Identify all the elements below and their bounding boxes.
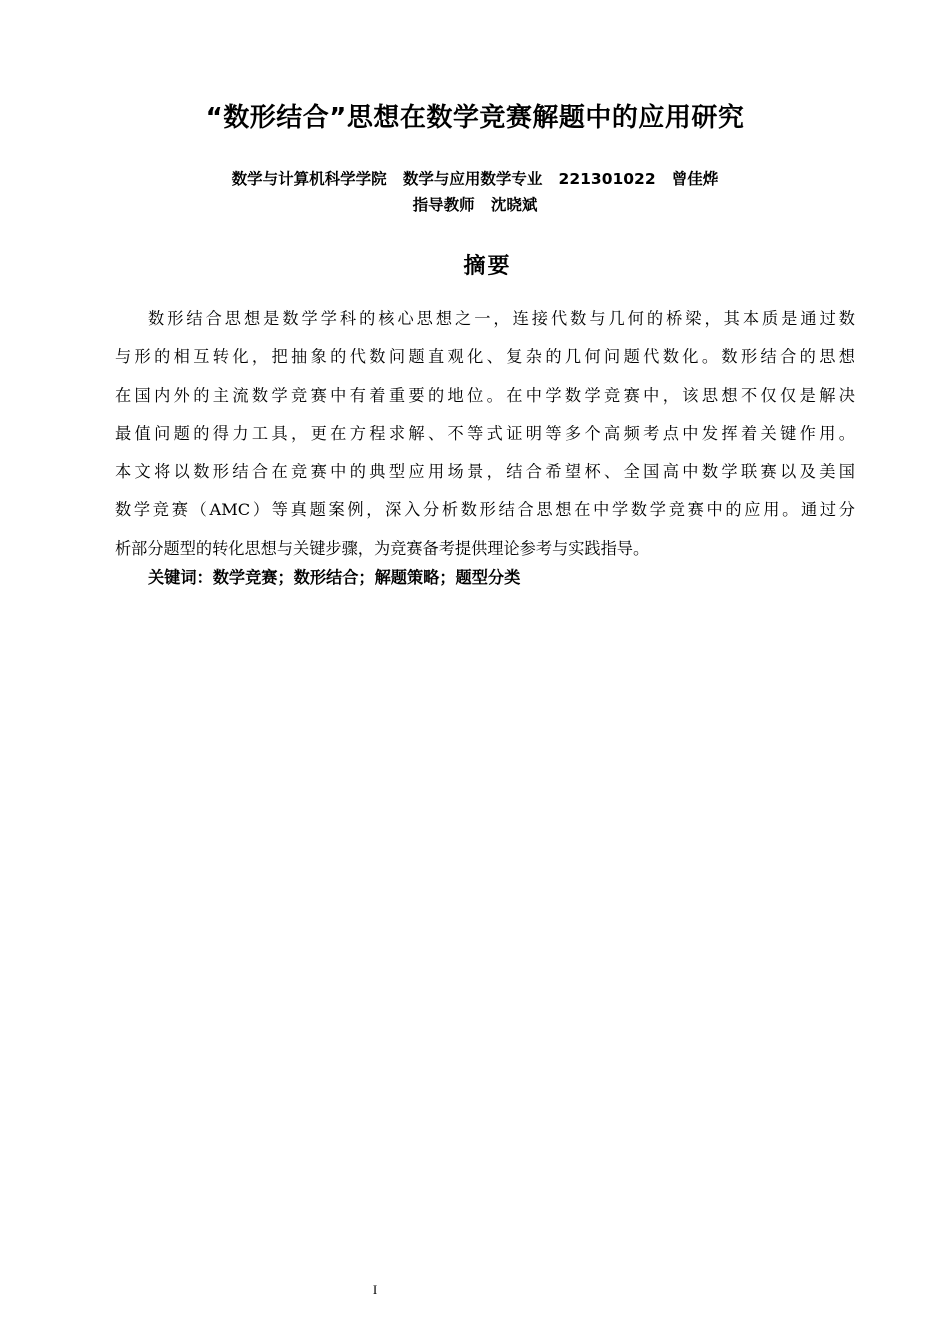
paper-title: “数形结合”思想在数学竞赛解题中的应用研究 xyxy=(205,103,745,133)
abstract-line: 与形的相互转化，把抽象的代数问题直观化、复杂的几何问题代数化。数形结合的思想 xyxy=(115,347,855,367)
abstract-line: 数学竞赛（AMC）等真题案例，深入分析数形结合思想在中学数学竞赛中的应用。通过分 xyxy=(115,500,855,520)
abstract-line: 析部分题型的转化思想与关键步骤，为竞赛备考提供理论参考与实践指导。 xyxy=(115,538,650,558)
abstract-heading: 摘要 xyxy=(463,254,512,279)
keywords-line: 关键词：数学竞赛；数形结合；解题策略；题型分类 xyxy=(148,568,521,587)
abstract-body xyxy=(115,300,855,568)
abstract-line: 数形结合思想是数学学科的核心思想之一，连接代数与几何的桥梁，其本质是通过数 xyxy=(148,309,855,328)
abstract-line: 在国内外的主流数学竞赛中有着重要的地位。在中学数学竞赛中，该思想不仅仅是解决 xyxy=(115,385,855,405)
abstract-line: 最值问题的得力工具，更在方程求解、不等式证明等多个高频考点中发挥着关键作用。 xyxy=(115,423,855,443)
page-number: I xyxy=(372,1282,378,1297)
author-info-line: 数学与计算机科学学院 数学与应用数学专业 221301022 曾佳烨 xyxy=(231,170,719,188)
abstract-line: 本文将以数形结合在竞赛中的典型应用场景，结合希望杯、全国高中数学联赛以及美国 xyxy=(115,462,855,482)
advisor-info-line: 指导教师 沈晓斌 xyxy=(412,196,538,214)
